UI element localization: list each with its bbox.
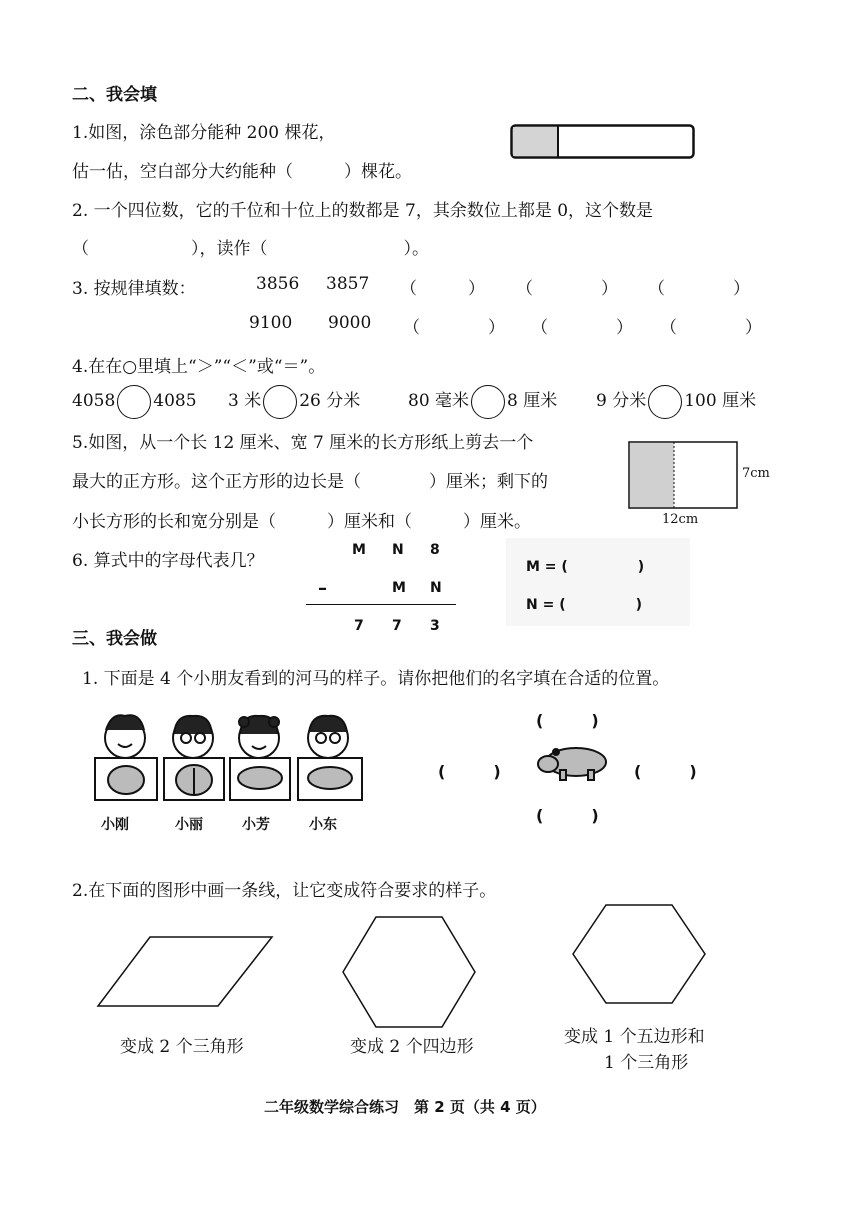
hippo-bottom-blank[interactable]: ( ) (536, 806, 599, 825)
q2-line2: （ ），读作（ ）。 (72, 239, 429, 259)
hexagon-shape-1[interactable] (340, 914, 478, 1030)
parallelogram-shape[interactable] (94, 934, 276, 1010)
q2-line1: 2. 一个四位数，它的千位和十位上的数都是 7，其余数位上都是 0，这个数是 (72, 201, 654, 221)
q3-r2-c3: （ ） (403, 318, 505, 338)
q5-line2: 最大的正方形。这个正方形的边长是（ ）厘米；剩下的 (72, 472, 548, 492)
q1-bar-figure (510, 124, 696, 160)
q4-item-4: 9 分米 100 厘米 (596, 384, 756, 419)
q3-r2-c1: 9100 (249, 313, 293, 333)
hippo-left-blank[interactable]: ( ) (438, 762, 501, 781)
q6-minus: – (318, 578, 327, 599)
q6-res-2: 7 (392, 618, 402, 634)
q6-rule (306, 604, 456, 605)
kid-name-3: 小芳 (242, 817, 270, 833)
q5-rectangle-figure (628, 441, 740, 511)
q5-line1: 5.如图，从一个长 12 厘米、宽 7 厘米的长方形纸上剪去一个 (72, 433, 534, 453)
q5-height-label: 7cm (742, 466, 770, 481)
q4-item-1: 4058 4085 (72, 384, 197, 419)
q6-r1-8: 8 (430, 542, 440, 558)
hippo-top-blank[interactable]: ( ) (536, 711, 599, 730)
hippo-right-blank[interactable]: ( ) (634, 762, 697, 781)
compare-circle[interactable] (471, 385, 505, 419)
q4-item-2: 3 米 26 分米 (228, 384, 360, 419)
q6-answer-m[interactable]: M = ( ) (526, 559, 645, 575)
q1-line1: 1.如图，涂色部分能种 200 棵花， (72, 123, 336, 143)
s3-q1-text: 1. 下面是 4 个小朋友看到的河马的样子。请你把他们的名字填在合适的位置。 (82, 669, 670, 689)
compare-circle[interactable] (263, 385, 297, 419)
caption-3-line2: 1 个三角形 (604, 1053, 689, 1073)
q6-r2-n: N (430, 580, 442, 596)
kid-name-2: 小丽 (175, 817, 203, 833)
page-footer: 二年级数学综合练习 第 2 页（共 4 页） (264, 1098, 546, 1116)
caption-1: 变成 2 个三角形 (120, 1037, 244, 1057)
q5-width-label: 12cm (662, 512, 699, 527)
q3-r2-c5: （ ） (660, 318, 762, 338)
q4-item-3: 80 毫米 8 厘米 (408, 384, 557, 419)
caption-2: 变成 2 个四边形 (350, 1037, 474, 1057)
q3-r1-c2: 3857 (326, 274, 370, 294)
q3-r2-c4: （ ） (531, 318, 633, 338)
q3-r2-c2: 9000 (328, 313, 372, 333)
hippo-icon (536, 740, 610, 784)
q6-r2-m: M (392, 580, 406, 596)
compare-circle[interactable] (648, 385, 682, 419)
q6-answer-n[interactable]: N = ( ) (526, 597, 642, 613)
caption-3-line1: 变成 1 个五边形和 (564, 1027, 705, 1047)
q3-r1-c1: 3856 (256, 274, 300, 294)
q6-res-1: 7 (354, 618, 364, 634)
q3-r1-c3: （ ） (400, 279, 485, 299)
kids-hippo-figure (92, 708, 368, 804)
q1-line2: 估一估，空白部分大约能种（ ）棵花。 (72, 162, 412, 182)
q3-label: 3. 按规律填数： (72, 279, 196, 299)
q4-title: 4.在在○里填上“＞”“＜”或“＝”。 (72, 357, 326, 377)
q6-r1-n: N (392, 542, 404, 558)
kid-name-4: 小东 (309, 817, 337, 833)
section-2-heading: 二、我会填 (72, 85, 157, 105)
q5-line3: 小长方形的长和宽分别是（ ）厘米和（ ）厘米。 (72, 512, 531, 532)
compare-circle[interactable] (117, 385, 151, 419)
q6-text: 6. 算式中的字母代表几？ (72, 551, 264, 571)
kid-name-1: 小刚 (101, 817, 129, 833)
q3-r1-c5: （ ） (648, 279, 750, 299)
section-3-heading: 三、我会做 (72, 629, 157, 649)
hexagon-shape-2[interactable] (570, 902, 708, 1006)
q6-res-3: 3 (430, 618, 440, 634)
q6-r1-m: M (352, 542, 366, 558)
s3-q2-text: 2.在下面的图形中画一条线，让它变成符合要求的样子。 (72, 881, 497, 901)
q3-r1-c4: （ ） (516, 279, 618, 299)
